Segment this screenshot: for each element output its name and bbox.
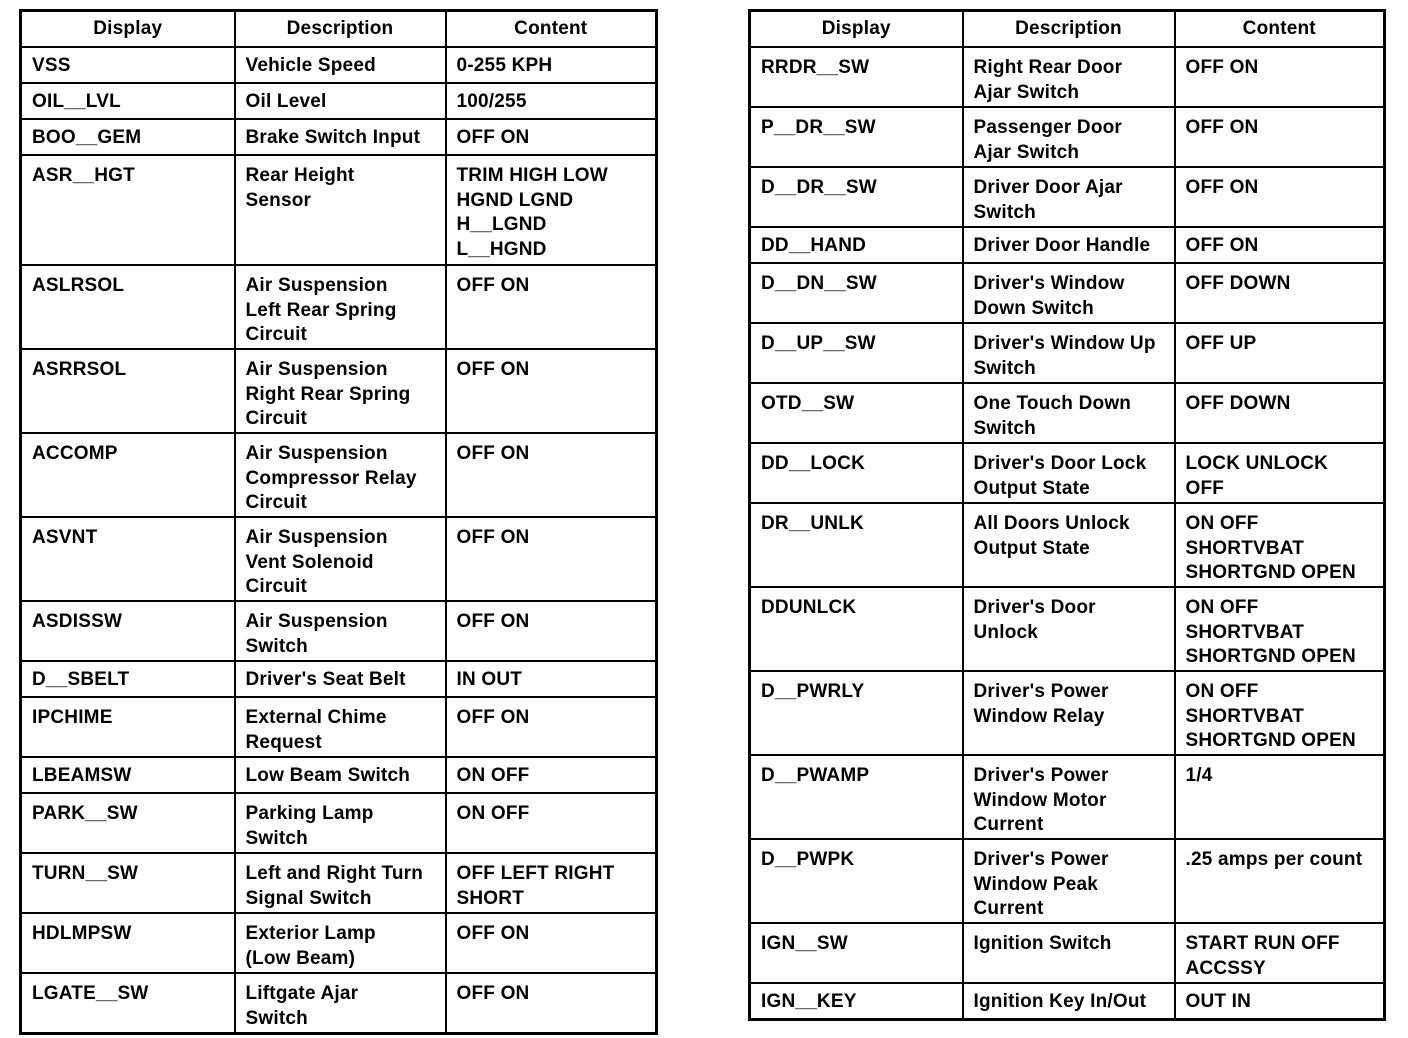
table-row [21, 601, 657, 661]
cell-display: P__DR__SW [750, 107, 963, 167]
table-row [750, 107, 1385, 167]
cell-content: OFF ON [1175, 167, 1385, 227]
cell-display: DDUNLCK [750, 587, 963, 671]
cell-display: OTD__SW [750, 383, 963, 443]
cell-description: Air Suspension Compressor Relay Circuit [235, 433, 446, 517]
cell-content: IN OUT [446, 661, 657, 697]
table-row [750, 383, 1385, 443]
cell-display: LGATE__SW [21, 973, 235, 1033]
cell-display: ASRRSOL [21, 349, 235, 433]
cell-description: Vehicle Speed [235, 47, 446, 83]
cell-description: Rear Height Sensor [235, 155, 446, 265]
cell-description: Ignition Switch [963, 923, 1175, 983]
cell-display: DD__HAND [750, 227, 963, 263]
cell-description: Oil Level [235, 83, 446, 119]
cell-content: OFF ON [446, 973, 657, 1033]
cell-description: Air Suspension Right Rear Spring Circuit [235, 349, 446, 433]
cell-content: 0-255 KPH [446, 47, 657, 83]
cell-content: OFF ON [446, 119, 657, 155]
table-row [21, 973, 657, 1033]
cell-content: ON OFF SHORTVBAT SHORTGND OPEN [1175, 671, 1385, 755]
cell-content: OFF DOWN [1175, 263, 1385, 323]
table-row [21, 853, 657, 913]
table-row [21, 913, 657, 973]
cell-content: OFF ON [446, 601, 657, 661]
table-row [21, 83, 657, 119]
table-row [750, 587, 1385, 671]
cell-display: IGN__KEY [750, 983, 963, 1019]
table-row [750, 755, 1385, 839]
left-diagnostic-table [19, 9, 658, 1035]
table-row [21, 155, 657, 265]
cell-display: DR__UNLK [750, 503, 963, 587]
table-row [21, 433, 657, 517]
table-row [750, 227, 1385, 263]
cell-description: One Touch Down Switch [963, 383, 1175, 443]
header-display: Display [21, 11, 235, 48]
cell-content: ON OFF SHORTVBAT SHORTGND OPEN [1175, 503, 1385, 587]
cell-description: Driver's Window Down Switch [963, 263, 1175, 323]
cell-description: Exterior Lamp (Low Beam) [235, 913, 446, 973]
cell-content: OFF ON [446, 517, 657, 601]
cell-content: .25 amps per count [1175, 839, 1385, 923]
table-row [750, 443, 1385, 503]
cell-content: OFF ON [1175, 227, 1385, 263]
cell-display: ASDISSW [21, 601, 235, 661]
cell-display: DD__LOCK [750, 443, 963, 503]
table-row [21, 265, 657, 349]
cell-content: OFF UP [1175, 323, 1385, 383]
cell-content: OFF LEFT RIGHT SHORT [446, 853, 657, 913]
cell-display: D__PWPK [750, 839, 963, 923]
cell-content: ON OFF [446, 793, 657, 853]
table-row [750, 983, 1385, 1019]
table-row [21, 757, 657, 793]
cell-description: Air Suspension Vent Solenoid Circuit [235, 517, 446, 601]
cell-display: IPCHIME [21, 697, 235, 757]
table-row [750, 167, 1385, 227]
cell-description: Driver's Power Window Motor Current [963, 755, 1175, 839]
cell-display: LBEAMSW [21, 757, 235, 793]
table-row [750, 47, 1385, 107]
cell-display: RRDR__SW [750, 47, 963, 107]
table-row [21, 349, 657, 433]
table-row [21, 47, 657, 83]
cell-description: Driver Door Ajar Switch [963, 167, 1175, 227]
cell-description: Driver's Seat Belt [235, 661, 446, 697]
table-row [21, 793, 657, 853]
cell-content: 1/4 [1175, 755, 1385, 839]
table-row [750, 839, 1385, 923]
cell-content: TRIM HIGH LOW HGND LGND H__LGND L__HGND [446, 155, 657, 265]
cell-display: HDLMPSW [21, 913, 235, 973]
cell-content: START RUN OFF ACCSSY [1175, 923, 1385, 983]
table-row [21, 517, 657, 601]
cell-description: Driver's Power Window Relay [963, 671, 1175, 755]
cell-display: VSS [21, 47, 235, 83]
cell-display: D__DN__SW [750, 263, 963, 323]
cell-content: OFF ON [446, 433, 657, 517]
cell-content: OFF ON [446, 265, 657, 349]
cell-content: OFF ON [1175, 107, 1385, 167]
cell-display: D__PWAMP [750, 755, 963, 839]
cell-content: ON OFF SHORTVBAT SHORTGND OPEN [1175, 587, 1385, 671]
cell-display: TURN__SW [21, 853, 235, 913]
cell-display: D__UP__SW [750, 323, 963, 383]
cell-display: PARK__SW [21, 793, 235, 853]
cell-description: Parking Lamp Switch [235, 793, 446, 853]
cell-content: OFF ON [446, 913, 657, 973]
cell-description: Driver's Window Up Switch [963, 323, 1175, 383]
table-row [750, 671, 1385, 755]
cell-display: BOO__GEM [21, 119, 235, 155]
cell-description: All Doors Unlock Output State [963, 503, 1175, 587]
table-row [750, 263, 1385, 323]
header-description: Description [235, 11, 446, 48]
table-row [750, 323, 1385, 383]
cell-content: 100/255 [446, 83, 657, 119]
table-row [21, 661, 657, 697]
table-row [750, 503, 1385, 587]
header-row [750, 11, 1385, 48]
header-content: Content [1175, 11, 1385, 48]
cell-display: ASR__HGT [21, 155, 235, 265]
cell-content: OFF ON [1175, 47, 1385, 107]
header-row [21, 11, 657, 48]
cell-content: OUT IN [1175, 983, 1385, 1019]
cell-content: OFF ON [446, 697, 657, 757]
header-content: Content [446, 11, 657, 48]
cell-description: Ignition Key In/Out [963, 983, 1175, 1019]
cell-description: Driver's Door Unlock [963, 587, 1175, 671]
cell-description: Driver Door Handle [963, 227, 1175, 263]
cell-description: External Chime Request [235, 697, 446, 757]
cell-content: OFF ON [446, 349, 657, 433]
cell-description: Air Suspension Switch [235, 601, 446, 661]
cell-display: OIL__LVL [21, 83, 235, 119]
cell-display: ASVNT [21, 517, 235, 601]
cell-description: Liftgate Ajar Switch [235, 973, 446, 1033]
cell-display: D__DR__SW [750, 167, 963, 227]
cell-description: Low Beam Switch [235, 757, 446, 793]
cell-content: LOCK UNLOCK OFF [1175, 443, 1385, 503]
cell-display: D__PWRLY [750, 671, 963, 755]
cell-description: Passenger Door Ajar Switch [963, 107, 1175, 167]
cell-display: ACCOMP [21, 433, 235, 517]
table-row [750, 923, 1385, 983]
cell-description: Left and Right Turn Signal Switch [235, 853, 446, 913]
table-row [21, 697, 657, 757]
cell-display: D__SBELT [21, 661, 235, 697]
right-diagnostic-table [748, 9, 1386, 1021]
cell-description: Brake Switch Input [235, 119, 446, 155]
cell-display: ASLRSOL [21, 265, 235, 349]
cell-display: IGN__SW [750, 923, 963, 983]
header-description: Description [963, 11, 1175, 48]
cell-description: Driver's Power Window Peak Current [963, 839, 1175, 923]
table-row [21, 119, 657, 155]
header-display: Display [750, 11, 963, 48]
cell-description: Air Suspension Left Rear Spring Circuit [235, 265, 446, 349]
cell-content: ON OFF [446, 757, 657, 793]
cell-description: Driver's Door Lock Output State [963, 443, 1175, 503]
cell-description: Right Rear Door Ajar Switch [963, 47, 1175, 107]
cell-content: OFF DOWN [1175, 383, 1385, 443]
